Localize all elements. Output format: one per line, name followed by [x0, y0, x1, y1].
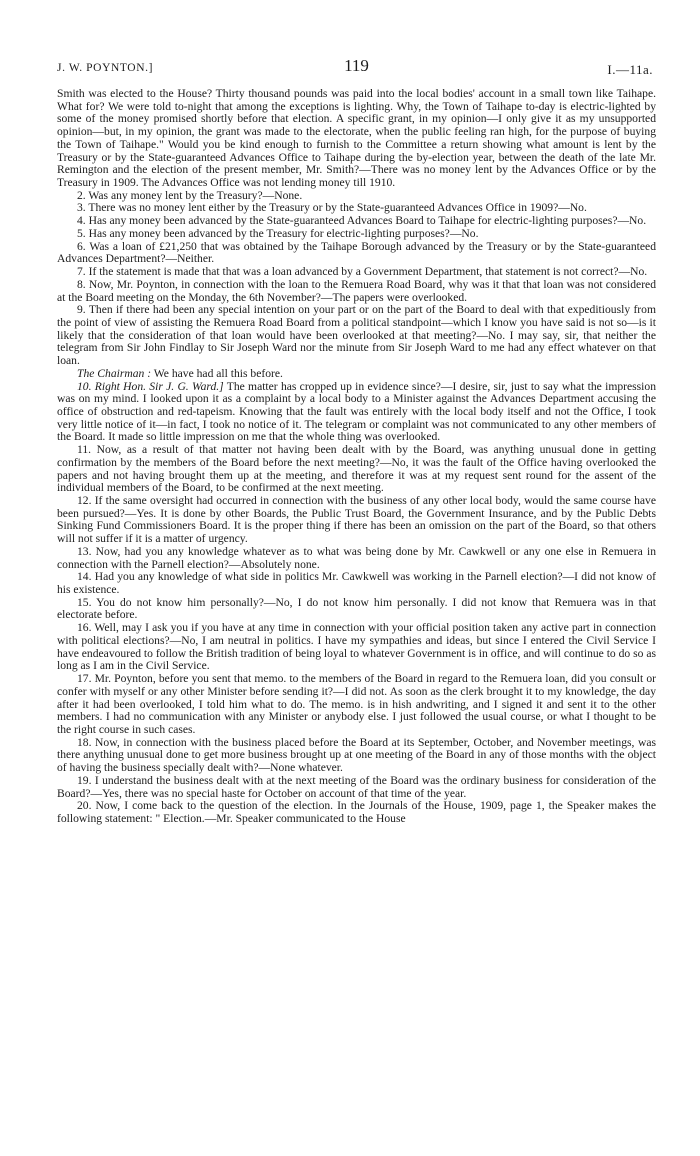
paragraph: 6. Was a loan of £21,250 that was obtained by the Taihape Borough advanced by the Treasury or by the State-guaranteed Advances Department?—Neither. [57, 239, 656, 266]
paragraph: 20. Now, I come back to the question of the election. In the Journals of the House, 1909, page 1, the Speaker makes the following statement: " Election.—Mr. Speaker communicated to the House [57, 799, 656, 825]
paragraph: 5. Has any money been advanced by the Treasury for electric-lighting purposes?—No. [77, 226, 479, 240]
paragraph: 9. Then if there had been any special intention on your part or on the part of the Board to deal with that expeditiously from the point of view of assisting the Remuera Road Board from a political standpoint—which I know you have said is not so—is it likely that the consideration of that loan would have been overlooked at that meeting?—No. I may say, sir, that neither the telegram from Sir John Findlay to Sir Joseph Ward nor the minute from Sir Joseph Ward to me had any effect whatever on that loan. [57, 303, 656, 368]
paragraph: 4. Has any money been advanced by the State-guaranteed Advances Board to Taihape for electric-lighting purposes?—No. [77, 214, 647, 228]
paragraph: 10. Right Hon. Sir J. G. Ward.] The matter has cropped up in evidence since?—I desire, sir, just to say what the impression was on my mind. I looked upon it as a complaint by a local body to a Minister against the Advances Department accusing the office of obstruction and red-tapeism. Knowing that the fault was entirely with the local body itself and not the Office, I took very little notice of it—in fact, I took no notice of it. The telegram or complaint was not communicated to any other members of the Board. It made so little impression on me that the whole thing was overlooked. [57, 379, 656, 444]
speaker-label: 10. Right Hon. Sir J. G. Ward.] [77, 379, 224, 393]
paragraph: The Chairman : We have had all this before. [77, 366, 283, 380]
witness-name: J. W. POYNTON.] [57, 62, 154, 74]
paragraph: 12. If the same oversight had occurred in connection with the business of any other local body, would the same course have been pursued?—Yes. It is done by other Boards, the Public Trust Board, the Government Insurance, and by the Public Debts Sinking Fund Commissioners Board. It is the proper thing if there has been an omission on the part of the Board, so that others will not suffer if it is a matter of urgency. [57, 494, 656, 546]
page-body [57, 88, 656, 826]
paragraph: 17. Mr. Poynton, before you sent that memo. to the members of the Board in regard to the Remuera loan, did you consult or confer with myself or any other Minister before sending it?—I did not. As soon as the clerk brought it to my knowledge, the day after it had been overlooked, I told him what to do. The memo. is in hish andwriting, and I signed it and sent it to the other members. I had no communication with any Minister or anybody else. I just followed the usual course, or what I thought to be the right course in such cases. [57, 672, 656, 736]
paragraph: Smith was elected to the House? Thirty thousand pounds was paid into the local bodies' account in a small town like Taihape. What for? We were told to-night that among the exceptions is lighting. Why, the Town of Taihape to-day is electric-lighted by some of the money promised shortly before that election. A specific grant, in my opinion—I only give it as my unsupported opinion—but, in my opinion, the grant was made to the electorate, when the public feeling ran high, for the purpose of buying the Town of Taihape." Would you be kind enough to furnish to the Committee a return showing what amount is lent by the Treasury or by the State-guaranteed Advances Office to Taihape during the by-election year, between the death of the late Mr. Remington and the election of the present member, Mr. Smith?—There was no money lent by the Advances Office or by the Treasury in 1909. The Advances Office was not lending money till 1910. [57, 87, 656, 190]
paragraph: 11. Now, as a result of that matter not having been dealt with by the Board, was anything unusual done in getting confirmation by the members of the Board before the next meeting?—No, it was the fault of the Office having overlooked the papers and not having brought them up at the meeting, and therefore it was at my request sent round for the assent of the individual members of the Board, to be confirmed at the next meeting. [57, 443, 656, 495]
paragraph: 2. Was any money lent by the Treasury?—None. [77, 188, 303, 202]
paragraph: 16. Well, may I ask you if you have at any time in connection with your official position taken any active part in connection with political elections?—No, I am neutral in politics. I have my sympathies and ideas, but since I entered the Civil Service I have endeavoured to follow the British tradition of being loyal to whatever Government is in office, and will continue to do so as long as I am in the Civil Service. [57, 621, 656, 673]
speaker-label: The Chairman : [77, 366, 152, 380]
paragraph: 3. There was no money lent either by the Treasury or by the State-guaranteed Advances Office in 1909?—No. [77, 201, 587, 215]
paper-reference: I.—11a. [607, 62, 653, 77]
paragraph: 8. Now, Mr. Poynton, in connection with the loan to the Remuera Road Board, why was it that that loan was not considered at the Board meeting on the Monday, the 6th November?—The papers were overlooked. [57, 277, 656, 304]
paragraph: 7. If the statement is made that that was a loan advanced by a Government Department, that statement is not correct?—No. [77, 265, 648, 279]
page-number: 119 [344, 56, 369, 75]
page-header [57, 56, 656, 86]
paragraph: 14. Had you any knowledge of what side in politics Mr. Cawkwell was working in the Parnell election?—I did not know of his existence. [57, 570, 656, 597]
paragraph: 18. Now, in connection with the business placed before the Board at its September, October, and November meetings, was there anything unusual done to get more business brought up at one meeting of the Board in any of those months with the object of having the business specially dealt with?—None whatever. [57, 735, 656, 775]
paragraph: 15. You do not know him personally?—No, I do not know him personally. I did not know that Remuera was in that electorate before. [57, 595, 656, 622]
paragraph: 13. Now, had you any knowledge whatever as to what was being done by Mr. Cawkwell or any one else in Remuera in connection with the Parnell election?—Absolutely none. [57, 544, 656, 571]
paragraph: 19. I understand the business dealt with at the next meeting of the Board was the ordinary business for consideration of the Board?—Yes, there was no special haste for October on account of that time of the year. [57, 773, 656, 800]
